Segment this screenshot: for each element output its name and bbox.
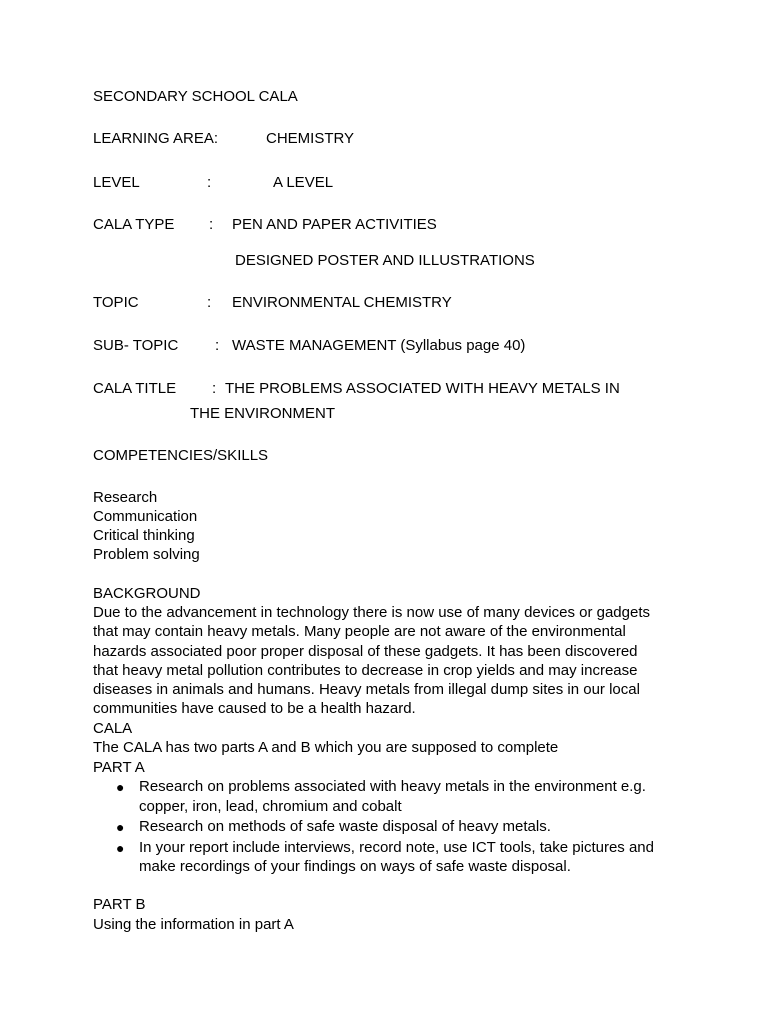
level-value: A LEVEL bbox=[273, 174, 334, 191]
part-a-bullet-line: Research on methods of safe waste disposal of heavy metals. bbox=[139, 818, 551, 835]
topic-separator: : bbox=[207, 294, 212, 311]
competency-item: Communication bbox=[93, 508, 198, 525]
sub-topic-label: SUB- TOPIC bbox=[93, 337, 179, 354]
cala-type-label: CALA TYPE bbox=[93, 216, 175, 233]
cala-title-value-2: THE ENVIRONMENT bbox=[190, 405, 336, 422]
cala-title-separator: : bbox=[212, 380, 217, 397]
level-label: LEVEL bbox=[93, 174, 140, 191]
background-line: diseases in animals and humans. Heavy metals from illegal dump sites in our local bbox=[93, 681, 640, 698]
part-a-heading: PART A bbox=[93, 759, 145, 776]
competency-item: Research bbox=[93, 489, 158, 506]
background-line: that heavy metal pollution contributes to decrease in crop yields and may increase bbox=[93, 662, 638, 679]
topic-label: TOPIC bbox=[93, 294, 139, 311]
level-separator: : bbox=[207, 174, 212, 191]
cala-type-value-1: PEN AND PAPER ACTIVITIES bbox=[232, 216, 437, 233]
sub-topic-value: WASTE MANAGEMENT (Syllabus page 40) bbox=[232, 337, 526, 354]
bullet-icon: ● bbox=[116, 779, 125, 795]
bullet-icon: ● bbox=[116, 840, 125, 856]
background-line: that may contain heavy metals. Many people are not aware of the environmental bbox=[93, 623, 626, 640]
document-title: SECONDARY SCHOOL CALA bbox=[93, 88, 298, 105]
sub-topic-separator: : bbox=[215, 337, 220, 354]
competency-item: Critical thinking bbox=[93, 527, 195, 544]
part-a-bullet-line: Research on problems associated with heavy metals in the environment e.g. bbox=[139, 778, 646, 795]
cala-heading: CALA bbox=[93, 720, 133, 737]
bullet-icon: ● bbox=[116, 819, 125, 835]
cala-title-value-1: THE PROBLEMS ASSOCIATED WITH HEAVY METALS IN bbox=[225, 380, 620, 397]
background-line: hazards associated poor proper disposal of these gadgets. It has been discovered bbox=[93, 643, 638, 660]
cala-title-label: CALA TITLE bbox=[93, 380, 177, 397]
learning-area-value: CHEMISTRY bbox=[266, 130, 355, 147]
cala-text: The CALA has two parts A and B which you are supposed to complete bbox=[93, 739, 559, 756]
part-b-text: Using the information in part A bbox=[93, 916, 294, 933]
topic-value: ENVIRONMENTAL CHEMISTRY bbox=[232, 294, 452, 311]
part-a-bullet-line: copper, iron, lead, chromium and cobalt bbox=[139, 798, 402, 815]
cala-type-value-2: DESIGNED POSTER AND ILLUSTRATIONS bbox=[235, 252, 535, 269]
part-a-bullet-line: In your report include interviews, record note, use ICT tools, take pictures and bbox=[139, 839, 654, 856]
part-b-heading: PART B bbox=[93, 896, 146, 913]
part-a-bullet-line: make recordings of your findings on ways of safe waste disposal. bbox=[139, 858, 571, 875]
cala-type-separator: : bbox=[209, 216, 214, 233]
background-heading: BACKGROUND bbox=[93, 585, 201, 602]
learning-area-label: LEARNING AREA: bbox=[93, 130, 219, 147]
competencies-heading: COMPETENCIES/SKILLS bbox=[93, 447, 269, 464]
background-line: Due to the advancement in technology there is now use of many devices or gadgets bbox=[93, 604, 650, 621]
background-line: communities have caused to be a health hazard. bbox=[93, 700, 416, 717]
competency-item: Problem solving bbox=[93, 546, 200, 563]
